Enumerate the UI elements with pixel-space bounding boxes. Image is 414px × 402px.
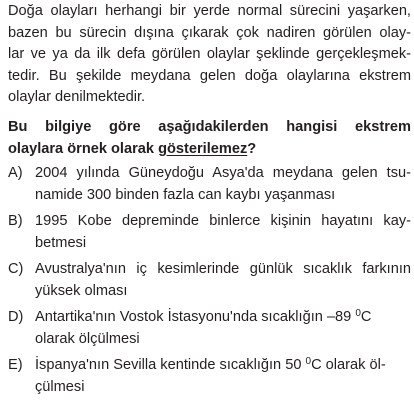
option-unit: C — [360, 308, 372, 325]
passage-line: Doğa olayları herhangi bir yerde normal sürecini yaşarken, — [8, 3, 411, 19]
option-text: Avustralya'nın iç kesimlerinde günlük sıcaklık farkının — [35, 260, 411, 277]
question-mark: ? — [247, 140, 257, 157]
option-text: 2004 yılında Güneydoğu Asya'da meydana gelen tsu- — [35, 164, 411, 181]
question-page — [8, 1, 411, 402]
answer-options — [8, 162, 411, 398]
passage-text — [8, 1, 411, 109]
question-stem — [8, 116, 411, 160]
option-text-main: Antartika'nın Vostok İstasyonu'nda sıcaklığın –89 — [35, 308, 356, 325]
passage-line: lar ve ya da ilk defa görülen olaylar şeklinde gerçekleşmek- — [8, 46, 411, 62]
option-letter: B) — [8, 212, 23, 229]
question-prefix: olaylara örnek olarak — [8, 140, 159, 157]
option-text: olarak ölçülmesi — [35, 330, 140, 347]
passage-line: olaylar denilmektedir. — [8, 89, 146, 105]
option-c[interactable] — [8, 258, 411, 302]
option-text-main: İspanya'nın Sevilla kentinde sıcaklığın 50 — [35, 356, 306, 373]
option-letter: D) — [8, 308, 24, 325]
option-text — [35, 306, 411, 328]
option-text: çülmesi — [35, 378, 85, 395]
degree-superscript: 0 — [305, 355, 312, 367]
option-text — [35, 354, 411, 376]
option-text: betmesi — [35, 234, 87, 251]
option-unit: C olarak öl- — [311, 356, 386, 373]
option-b[interactable] — [8, 210, 411, 254]
option-d[interactable] — [8, 306, 411, 350]
option-letter: E) — [8, 356, 23, 373]
degree-superscript: 0 — [355, 307, 361, 319]
option-text: yüksek olması — [35, 282, 128, 299]
question-line: Bu bilgiye göre aşağıdakilerden hangisi ekstrem — [8, 118, 411, 135]
question-line — [8, 138, 411, 160]
option-a[interactable] — [8, 162, 411, 206]
option-text: namide 300 binden fazla can kaybı yaşanması — [35, 186, 336, 203]
question-negation: gösterilemez — [158, 140, 248, 157]
option-text: 1995 Kobe depreminde binlerce kişinin hayatını kay- — [35, 212, 411, 229]
passage-line: bazen bu sürecin dışına çıkarak çok nadiren görülen olay- — [8, 24, 411, 41]
passage-line: tedir. Bu şekilde meydana gelen doğa olaylarına ekstrem — [8, 67, 411, 84]
option-e[interactable] — [8, 354, 411, 398]
option-letter: C) — [8, 260, 24, 277]
option-letter: A) — [8, 164, 23, 181]
